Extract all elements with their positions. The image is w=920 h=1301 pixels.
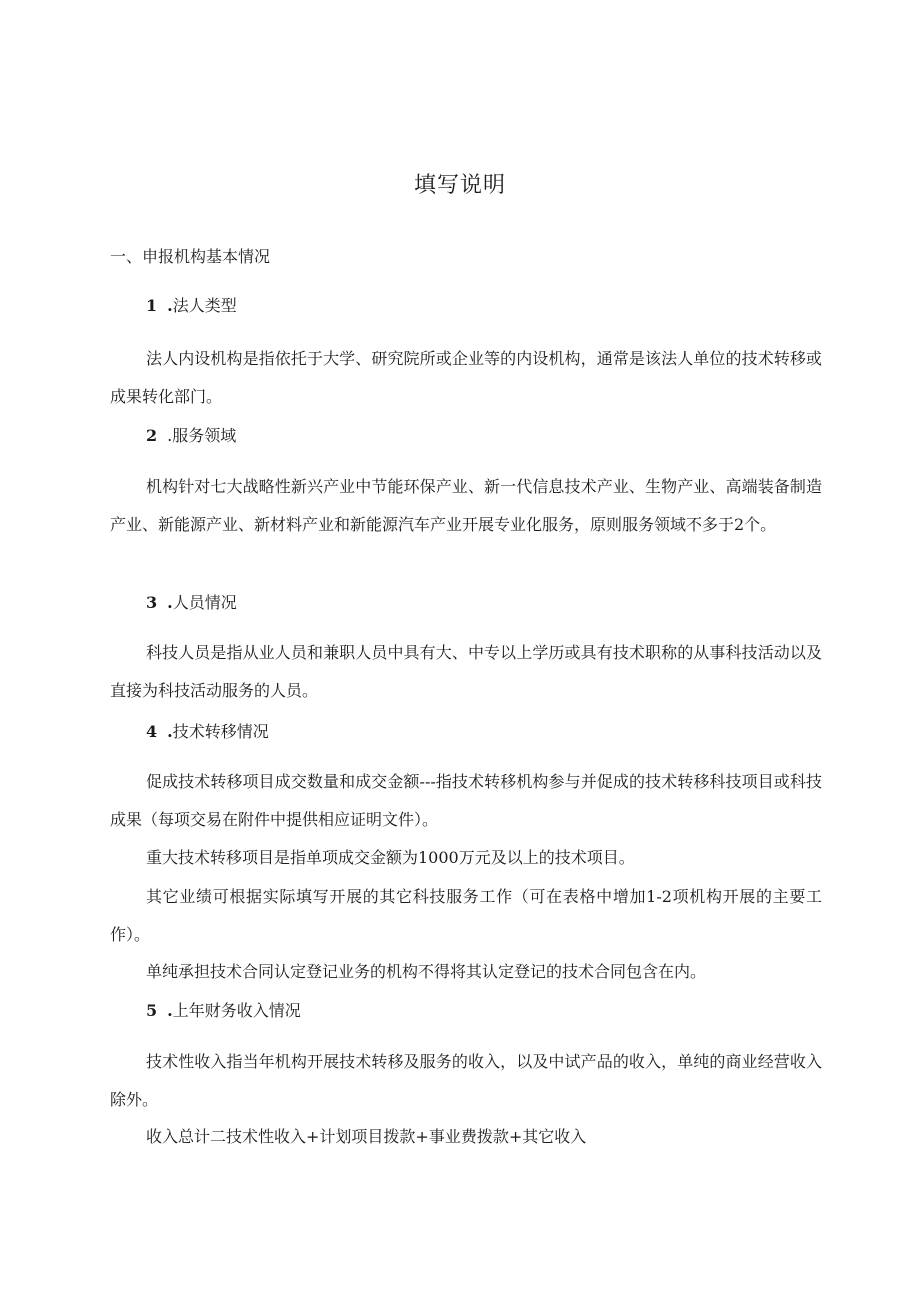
item-heading-5 [146,992,858,1030]
item-number: 4 [146,722,158,741]
paragraph: 单纯承担技术合同认定登记业务的机构不得将其认定登记的技术合同包含在内。 [146,962,707,981]
paragraph: 机构针对七大战略性新兴产业中节能环保产业、新一代信息技术产业、生物产业、高端装备制造产业、新能源产业、新材料产业和新能源汽车产业开展专业化服务，原则服务领域不多于2个。 [110,477,822,534]
item-dot: . [167,722,173,741]
item-label: 上年财务收入情况 [172,1001,301,1020]
item-heading-2 [146,417,858,455]
item-heading-3 [146,584,858,622]
item-dot: . [167,296,173,315]
paragraph: 法人内设机构是指依托于大学、研究院所或企业等的内设机构，通常是该法人单位的技术转移或成果转化部门。 [110,349,822,406]
item-number: 2 [146,426,158,445]
item-heading-1 [146,287,858,325]
paragraph: 重大技术转移项目是指单项成交金额为1000万元及以上的技术项目。 [146,848,635,867]
item-label: 技术转移情况 [172,722,269,741]
paragraph: 其它业绩可根据实际填写开展的其它科技服务工作（可在表格中增加1-2项机构开展的主要工作）。 [110,887,822,944]
page-title: 填写说明 [413,173,506,198]
item-dot: . [167,1001,173,1020]
item-dot: . [167,593,173,612]
item-number: 1 [146,296,158,315]
item-label: 法人类型 [172,296,237,315]
paragraph: 收入总计二技术性收入+计划项目拨款+事业费拨款+其它收入 [146,1127,587,1146]
item-dot: . [167,426,173,445]
item-number: 5 [146,1001,158,1020]
item-heading-4 [146,713,858,751]
item-label: 服务领域 [172,426,237,445]
paragraph: 科技人员是指从业人员和兼职人员中具有大、中专以上学历或具有技术职称的从事科技活动以及直接为科技活动服务的人员。 [110,643,822,700]
paragraph: 技术性收入指当年机构开展技术转移及服务的收入，以及中试产品的收入，单纯的商业经营收入除外。 [110,1052,822,1109]
paragraph: 促成技术转移项目成交数量和成交金额---指技术转移机构参与并促成的技术转移科技项目或科技成果（每项交易在附件中提供相应证明文件）。 [110,772,822,829]
item-number: 3 [146,593,158,612]
section-heading: 一、申报机构基本情况 [110,247,271,266]
item-label: 人员情况 [172,593,237,612]
